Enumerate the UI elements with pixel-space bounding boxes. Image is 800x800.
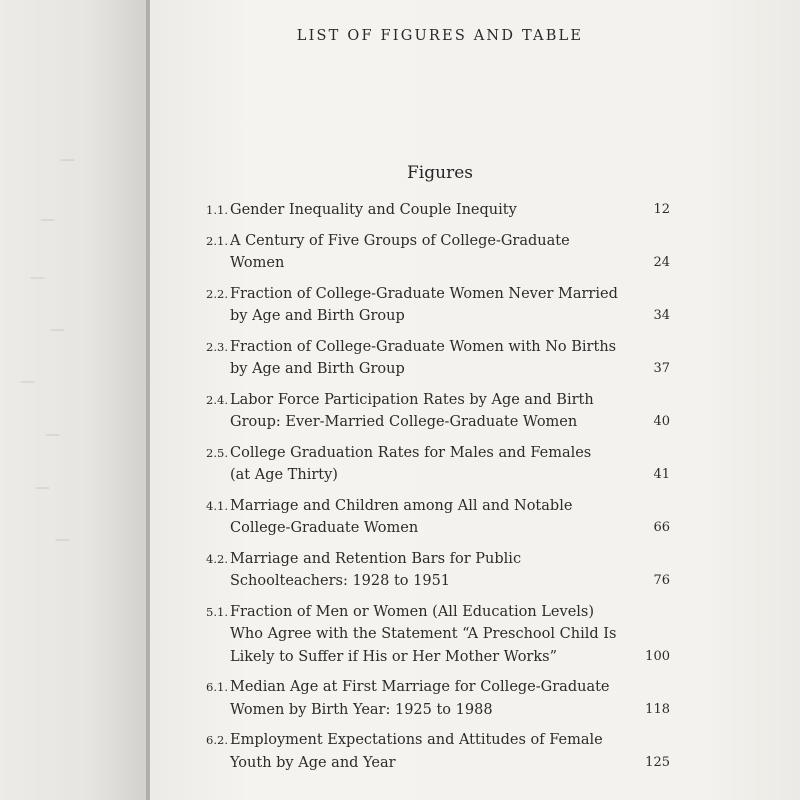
figure-title-line: Women by Birth Year: 1925 to 1988: [230, 701, 493, 718]
figure-title-line: by Age and Birth Group: [230, 361, 405, 377]
figure-title-line: Gender Inequality and Couple Inequity: [230, 202, 517, 218]
figure-entry: [150, 601, 800, 669]
figure-title-line: College Graduation Rates for Males and Females: [230, 444, 592, 461]
figure-number: 2.5.: [206, 445, 228, 460]
figure-number: 6.1.: [206, 680, 228, 694]
figure-entry: [150, 230, 800, 275]
figure-number: 2.4.: [206, 392, 228, 407]
bleed-through-text: —: [35, 478, 50, 496]
figure-title-line: Fraction of Men or Women (All Education Levels): [230, 603, 595, 620]
figure-title-line: Marriage and Retention Bars for Public: [230, 550, 522, 567]
figure-title: [230, 676, 630, 721]
figure-title: [230, 199, 630, 222]
page-header: LIST OF FIGURES AND TABLE: [296, 28, 584, 44]
figure-entry: [150, 199, 800, 222]
figure-title: [230, 729, 630, 774]
figure-number: 1.1.: [206, 203, 228, 217]
figure-title-line: Likely to Suffer if His or Her Mother Works”: [230, 648, 558, 665]
page-number: 40: [653, 414, 670, 429]
figure-title-line: Employment Expectations and Attitudes of Female: [230, 732, 603, 748]
figure-number: 6.2.: [206, 733, 228, 747]
figure-number: 4.2.: [206, 551, 228, 566]
figure-title: [230, 495, 630, 540]
section-title: Figures: [407, 163, 473, 183]
figure-title-line: Group: Ever-Married College-Graduate Women: [230, 414, 578, 430]
figure-number: 2.2.: [206, 286, 228, 301]
figure-entry: [150, 389, 800, 434]
figure-title: [230, 389, 630, 434]
page-number: 76: [653, 573, 670, 588]
figure-entry: [150, 336, 800, 381]
figure-title-line: Women: [230, 255, 285, 271]
bleed-through-text: —: [50, 320, 65, 338]
bleed-through-text: —: [20, 372, 35, 390]
figure-title-line: Labor Force Participation Rates by Age and Birth: [230, 391, 594, 408]
figure-list: [150, 199, 800, 782]
bleed-through-text: —: [30, 268, 45, 286]
figure-title-line: Marriage and Children among All and Notable: [230, 497, 573, 514]
figure-title-line: Schoolteachers: 1928 to 1951: [230, 573, 451, 589]
figure-title-line: by Age and Birth Group: [230, 308, 405, 324]
figure-entry: [150, 548, 800, 593]
figure-entry: [150, 495, 800, 540]
page-number: 12: [653, 202, 670, 217]
figure-number: 2.1.: [206, 233, 228, 248]
figure-title-line: Median Age at First Marriage for College-Graduate: [230, 679, 610, 695]
left-page: [0, 0, 150, 800]
page-number: 24: [653, 255, 670, 270]
page-number: 118: [645, 701, 670, 717]
figure-entry: [150, 283, 800, 328]
page-number: 41: [653, 467, 670, 482]
figure-title-line: College-Graduate Women: [230, 520, 419, 536]
figure-title: [230, 442, 630, 487]
bleed-through-text: —: [55, 530, 70, 548]
figure-entry: [150, 729, 800, 774]
figure-title-line: Who Agree with the Statement “A Preschool Child Is: [230, 626, 617, 642]
figure-title-line: Youth by Age and Year: [230, 754, 396, 771]
page-number: 125: [645, 754, 670, 770]
figure-title: [230, 601, 630, 669]
bleed-through-text: —: [60, 150, 75, 168]
figure-number: 2.3.: [206, 339, 228, 354]
page-number: 34: [653, 308, 670, 323]
figure-title: [230, 336, 630, 381]
bleed-through-text: —: [45, 425, 60, 443]
figure-number: 5.1.: [206, 604, 228, 619]
figure-title-line: Fraction of College-Graduate Women with No Births: [230, 338, 617, 355]
figure-title-line: Fraction of College-Graduate Women Never Married: [230, 285, 618, 302]
figure-entry: [150, 442, 800, 487]
bleed-through-text: —: [40, 210, 55, 228]
figure-title-line: (at Age Thirty): [230, 467, 338, 483]
figure-number: 4.1.: [206, 498, 228, 513]
page-number: 100: [645, 648, 670, 664]
page-number: 37: [653, 361, 670, 376]
figure-entry: [150, 676, 800, 721]
page-number: 66: [653, 520, 670, 535]
figure-title: [230, 548, 630, 593]
figure-title: [230, 230, 630, 275]
right-page: [150, 0, 800, 800]
figure-title: [230, 283, 630, 328]
figure-title-line: A Century of Five Groups of College-Graduate: [230, 232, 570, 249]
